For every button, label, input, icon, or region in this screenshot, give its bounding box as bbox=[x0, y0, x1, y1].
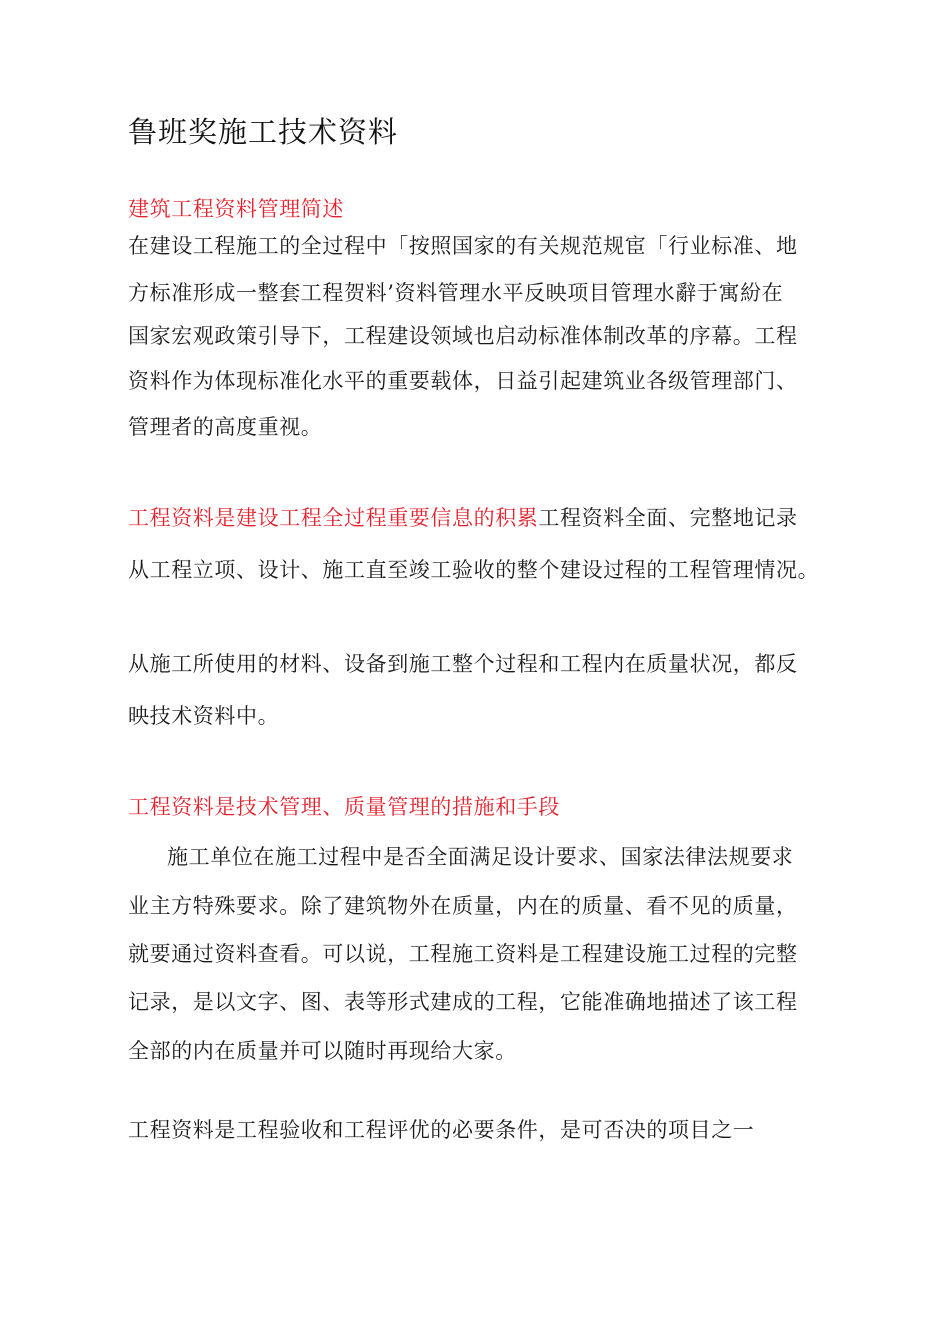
paragraph-line: 就要通过资料查看。可以说，工程施工资料是工程建设施工过程的完整 bbox=[128, 942, 798, 966]
paragraph-line: 全部的内在质量并可以随时再现给大家。 bbox=[128, 1039, 517, 1063]
paragraph-line: 记录，是以文字、图、表等形式建成的工程，它能准确地描述了该工程 bbox=[128, 990, 798, 1014]
paragraph-line: 国家宏观政策引导下，工程建设领域也启动标准体制改革的序幕。工程 bbox=[128, 324, 798, 348]
inline-heading-information: 工程资料是建设工程全过程重要信息的积累 bbox=[128, 506, 539, 530]
paragraph-line: 施工单位在施工过程中是否全面满足设计要求、国家法律法规要求 bbox=[167, 845, 794, 869]
page-title: 鲁班奖施工技术资料 bbox=[128, 115, 399, 149]
paragraph-line: 从施工所使用的材料、设备到施工整个过程和工程内在质量状况，都反 bbox=[128, 652, 798, 676]
paragraph-line bbox=[128, 503, 798, 533]
section-heading-overview: 建筑工程资料管理简述 bbox=[128, 197, 344, 221]
paragraph-line: 工程资料是工程验收和工程评优的必要条件，是可否决的项目之一 bbox=[128, 1118, 755, 1142]
paragraph-text: 工程资料全面、完整地记录 bbox=[538, 506, 798, 530]
paragraph-line: 映技术资料中。 bbox=[128, 704, 280, 728]
paragraph-line: 方标准形成一整套工程贺料’资料管理水平反映项目管理水辭于寓紛在 bbox=[128, 281, 784, 305]
section-heading-management: 工程资料是技术管理、质量管理的措施和手段 bbox=[128, 795, 560, 819]
paragraph-line: 在建设工程施工的全过程中「按照国家的有关规范规宦「行业标准、地 bbox=[128, 234, 798, 258]
paragraph-line: 资料作为体现标准化水平的重要载体，日益引起建筑业各级管理部门、 bbox=[128, 369, 798, 393]
paragraph-line: 从工程立项、设计、施工直至竣工验收的整个建设过程的工程管理情况。 bbox=[128, 558, 820, 582]
paragraph-line: 业主方特殊要求。除了建筑物外在质量，内在的质量、看不见的质量， bbox=[128, 894, 798, 918]
paragraph-line: 管理者的高度重视。 bbox=[128, 415, 323, 439]
